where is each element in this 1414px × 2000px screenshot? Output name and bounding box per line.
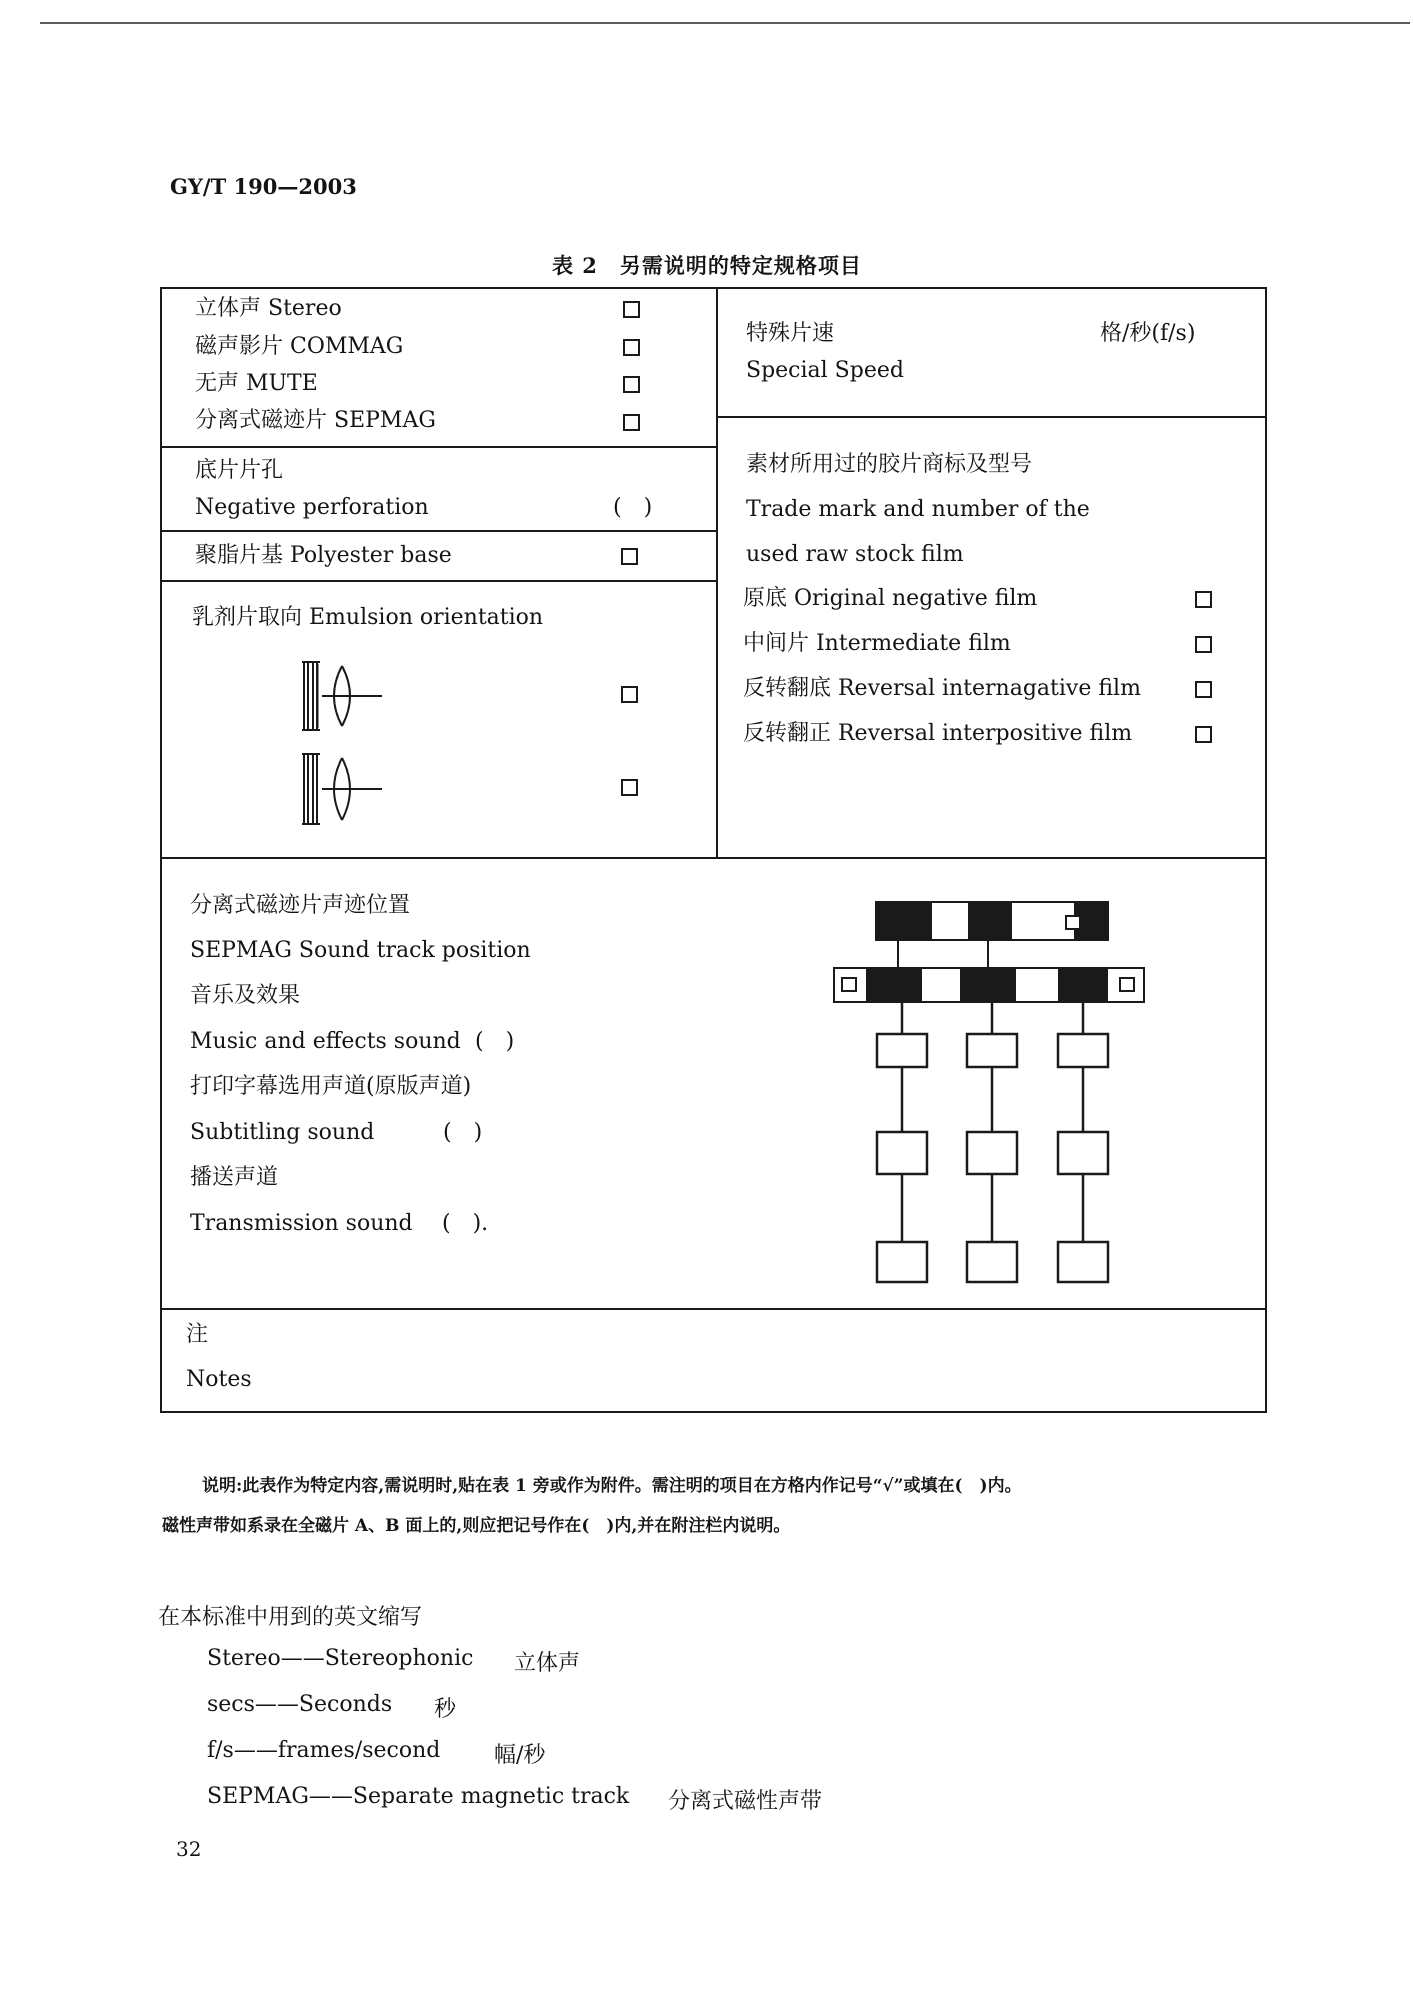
checkbox-intermediate[interactable] (1195, 636, 1212, 653)
row-rule-full-2 (160, 1308, 1267, 1310)
column-divider-upper (716, 287, 718, 859)
row-rule-full-1 (160, 857, 1267, 859)
sound-format-mute: 无声 MUTE (195, 371, 318, 396)
row-rule-left-2 (160, 530, 716, 532)
negative-perforation-zh: 底片片孔 (195, 458, 284, 483)
abbr-fs-zh: 幅/秒 (494, 1743, 546, 1768)
subtitling-zh: 打印字幕选用声道(原版声道) (190, 1074, 472, 1099)
special-speed-unit: 格/秒(f/s) (1100, 321, 1196, 346)
page-number: 32 (176, 1837, 202, 1861)
checkbox-polyester-base[interactable] (621, 548, 638, 565)
transmission-zh: 播送声道 (190, 1165, 279, 1190)
sepmag-position-zh: 分离式磁迹片声迹位置 (190, 893, 411, 918)
row-rule-left-3 (160, 580, 716, 582)
raw-stock-heading-en-1: Trade mark and number of the (746, 497, 1090, 522)
checkbox-emulsion-2[interactable] (621, 779, 638, 796)
notes-zh: 注 (186, 1322, 209, 1347)
special-speed-en: Special Speed (746, 358, 904, 383)
track-ladders (877, 1002, 1108, 1282)
abbr-sepmag: SEPMAG——Separate magnetic track (207, 1784, 630, 1809)
sound-format-commag: 磁声影片 COMMAG (195, 334, 404, 359)
subtitling-paren[interactable]: ( ) (443, 1120, 483, 1145)
raw-stock-heading-zh: 素材所用过的胶片商标及型号 (746, 452, 1033, 477)
music-effects-zh: 音乐及效果 (190, 983, 301, 1008)
film-strip-top (876, 902, 1108, 940)
checkbox-reversal-interpositive[interactable] (1195, 726, 1212, 743)
raw-stock-reversal-interpositive: 反转翻正 Reversal interpositive film (743, 721, 1133, 746)
abbr-stereo: Stereo——Stereophonic (207, 1646, 474, 1671)
top-rule (40, 22, 1410, 24)
sepmag-position-en: SEPMAG Sound track position (190, 938, 531, 963)
checkbox-sepmag[interactable] (623, 414, 640, 431)
checkbox-reversal-internegative[interactable] (1195, 681, 1212, 698)
emulsion-symbol-2 (302, 754, 382, 824)
standard-number: GY/T 190—2003 (170, 174, 357, 199)
notes-en: Notes (186, 1367, 252, 1392)
polyester-base-label: 聚脂片基 Polyester base (195, 543, 452, 568)
abbr-fs: f/s——frames/second (207, 1738, 441, 1763)
sound-track-diagram (830, 900, 1150, 1290)
abbreviations-heading: 在本标准中用到的英文缩写 (158, 1605, 423, 1630)
transmission-en: Transmission sound (190, 1211, 413, 1236)
raw-stock-original-negative: 原底 Original negative film (743, 586, 1038, 611)
emulsion-orientation-label: 乳剂片取向 Emulsion orientation (192, 605, 544, 630)
row-rule-left-1 (160, 446, 716, 448)
negative-perforation-paren[interactable]: ( ) (613, 495, 653, 520)
checkbox-mute[interactable] (623, 376, 640, 393)
checkbox-stereo[interactable] (623, 301, 640, 318)
raw-stock-heading-en-2: used raw stock film (746, 542, 964, 567)
emulsion-symbol-1 (302, 662, 382, 730)
negative-perforation-en: Negative perforation (195, 495, 429, 520)
music-effects-en: Music and effects sound (190, 1029, 461, 1054)
checkbox-commag[interactable] (623, 339, 640, 356)
film-strip-middle (834, 968, 1144, 1002)
sound-format-sepmag: 分离式磁迹片 SEPMAG (195, 408, 436, 433)
transmission-paren[interactable]: ( ). (442, 1211, 489, 1236)
music-effects-paren[interactable]: ( ) (475, 1029, 515, 1054)
abbr-secs: secs——Seconds (207, 1692, 393, 1717)
explanation-line-2: 磁性声带如系录在全磁片 A、B 面上的,则应把记号作在( )内,并在附注栏内说明。 (162, 1516, 791, 1536)
abbr-sepmag-zh: 分离式磁性声带 (668, 1789, 823, 1814)
row-rule-right-1 (716, 416, 1267, 418)
raw-stock-intermediate: 中间片 Intermediate film (743, 631, 1011, 656)
checkbox-emulsion-1[interactable] (621, 686, 638, 703)
special-speed-zh: 特殊片速 (746, 321, 835, 346)
sound-format-stereo: 立体声 Stereo (195, 296, 342, 321)
table-caption: 表 2 另需说明的特定规格项目 (552, 253, 862, 278)
raw-stock-reversal-internegative: 反转翻底 Reversal internagative film (743, 676, 1141, 701)
checkbox-original-negative[interactable] (1195, 591, 1212, 608)
abbr-stereo-zh: 立体声 (514, 1651, 581, 1676)
subtitling-en: Subtitling sound (190, 1120, 375, 1145)
explanation-line-1: 说明:此表作为特定内容,需说明时,贴在表 1 旁或作为附件。需注明的项目在方格内作记号“√”或填在( )内。 (202, 1476, 1022, 1496)
emulsion-orientation-diagram (296, 652, 386, 832)
abbr-secs-zh: 秒 (434, 1697, 457, 1722)
